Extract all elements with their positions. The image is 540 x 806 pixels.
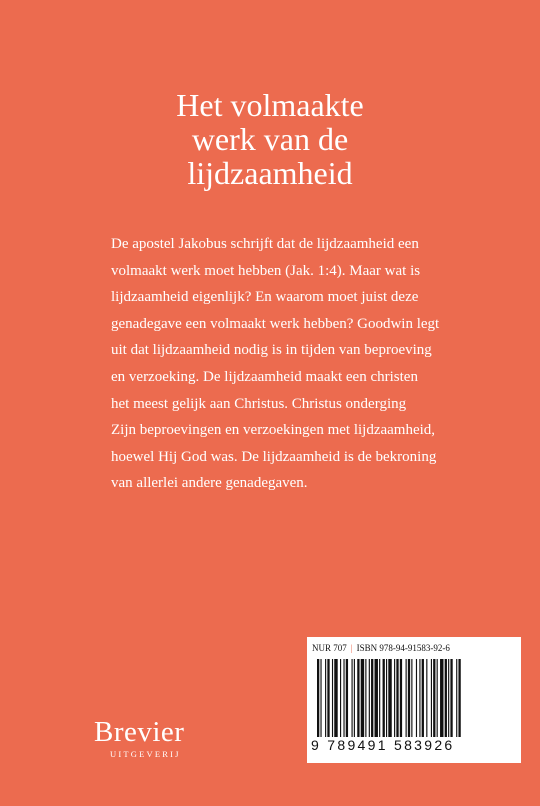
blurb-line: het meest gelijk aan Christus. Christus onderging bbox=[111, 395, 407, 412]
nur-isbn-row bbox=[312, 643, 450, 653]
barcode-digits: 9 789491 583926 bbox=[311, 737, 455, 753]
blurb-line: Zijn beproevingen en verzoekingen met lijdzaamheid, bbox=[111, 422, 436, 439]
nur-code: NUR 707 bbox=[312, 643, 347, 653]
blurb-line: uit dat lijdzaamheid nodig is in tijden van beproeving bbox=[111, 342, 432, 359]
blurb-line: van allerlei andere genadegaven. bbox=[111, 475, 308, 492]
publisher-imprint: UITGEVERIJ bbox=[110, 749, 181, 759]
blurb-line: hoewel Hij God was. De lijdzaamheid is de bekroning bbox=[111, 448, 437, 465]
blurb-line: De apostel Jakobus schrijft dat de lijdzaamheid een bbox=[111, 236, 419, 252]
separator: | bbox=[350, 643, 353, 653]
blurb-text bbox=[111, 231, 441, 497]
cover-title: Het volmaakte werk van de lijdzaamheid bbox=[176, 87, 364, 191]
barcode-icon bbox=[317, 659, 513, 745]
isbn-code: ISBN 978-94-91583-92-6 bbox=[356, 643, 450, 653]
barcode-box bbox=[307, 637, 521, 763]
blurb-line: lijdzaamheid eigenlijk? En waarom moet juist deze bbox=[111, 289, 419, 306]
blurb-line: volmaakt werk moet hebben (Jak. 1:4). Maar wat is bbox=[111, 262, 421, 279]
publisher-logo: Brevier bbox=[94, 716, 185, 748]
blurb-line: genadegave een volmaakt werk hebben? Goodwin legt bbox=[111, 315, 440, 332]
blurb-line: en verzoeking. De lijdzaamheid maakt een christen bbox=[111, 368, 418, 385]
